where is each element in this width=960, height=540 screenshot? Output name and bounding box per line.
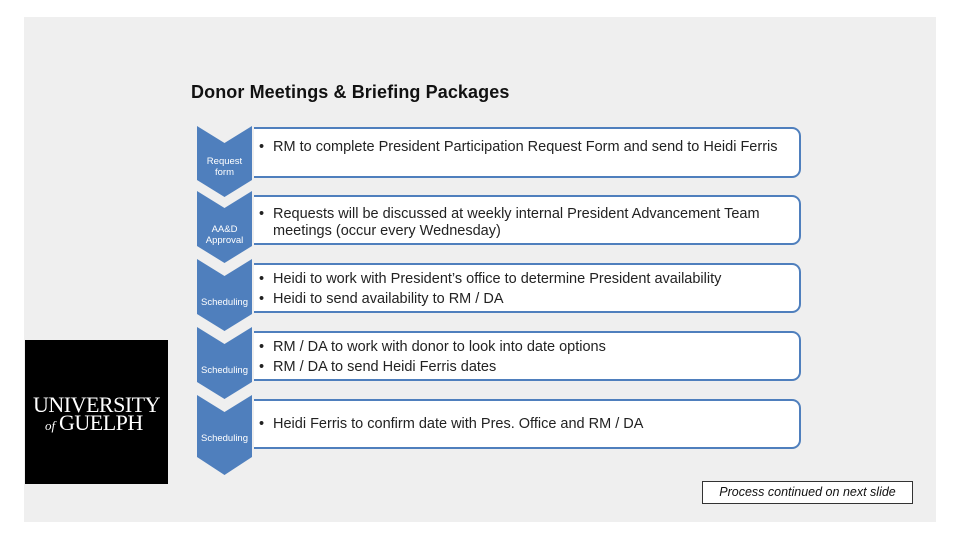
step-bullet: • RM / DA to send Heidi Ferris dates xyxy=(254,359,799,376)
step-label-line: Scheduling xyxy=(200,433,248,444)
step-box-scheduling-1 xyxy=(254,263,801,313)
step-chevron-request-form xyxy=(197,126,252,197)
step-chevron-approval xyxy=(197,191,252,263)
logo-line-guelph: GUELPH xyxy=(59,410,143,435)
step-label-line: form xyxy=(215,167,234,178)
university-of-guelph-logo xyxy=(25,340,168,484)
continuation-note: Process continued on next slide xyxy=(702,481,913,504)
step-bullet: • Heidi to send availability to RM / DA xyxy=(254,291,799,308)
step-chevron-scheduling-1 xyxy=(197,259,252,331)
step-chevron-scheduling-3 xyxy=(197,395,252,475)
step-bullet: • RM to complete President Participation Request Form and send to Heidi Ferris xyxy=(254,139,799,156)
step-box-request-form xyxy=(254,127,801,178)
slide-title: Donor Meetings & Briefing Packages xyxy=(191,82,510,102)
step-box-approval xyxy=(254,195,801,245)
step-bullet: • Heidi to work with President’s office to determine President availability xyxy=(254,271,799,288)
step-bullet: • Heidi Ferris to confirm date with Pres. Office and RM / DA xyxy=(254,416,799,433)
step-bullet: • RM / DA to work with donor to look into date options xyxy=(254,339,799,356)
step-bullet: • Requests will be discussed at weekly internal President Advancement Team meetings (occur every Wednesday) xyxy=(254,206,799,240)
step-label-line: Scheduling xyxy=(200,297,248,308)
step-label-line: Scheduling xyxy=(200,365,248,376)
step-label-line: Request xyxy=(206,156,243,167)
step-label-line: Approval xyxy=(205,235,244,246)
step-label-line: AA&D xyxy=(211,224,238,235)
step-chevron-scheduling-2 xyxy=(197,327,252,399)
logo-prefix-of: of xyxy=(45,418,56,433)
step-box-scheduling-2 xyxy=(254,331,801,381)
logo-line-university: UNIVERSITY xyxy=(33,392,160,417)
step-box-scheduling-3 xyxy=(254,399,801,449)
